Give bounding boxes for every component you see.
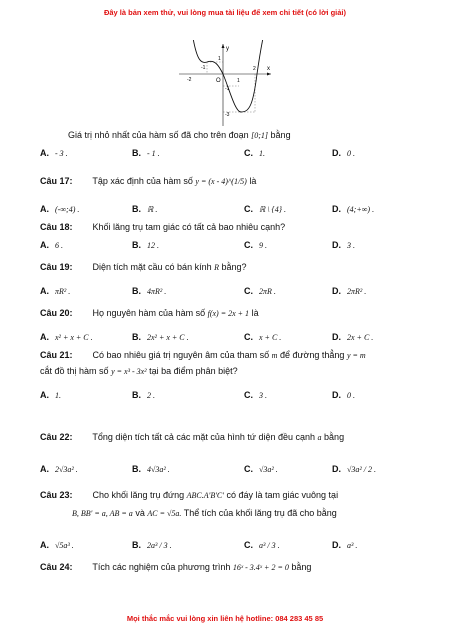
question-17-options: A. (-∞;4) . B. ℝ . C. ℝ \ {4} . D. (4;+∞) . bbox=[40, 204, 375, 214]
footer-banner: Mọi thắc mắc vui lòng xin liên hệ hotline: 084 283 45 85 bbox=[126, 614, 324, 623]
question-23-options: A. √5a³ . B. 2a³ / 3 . C. a³ / 3 . D. a³ . bbox=[40, 540, 358, 550]
header-banner: Đây là bản xem thử, vui lòng mua tài liệu để xem chi tiết (có lời giải) bbox=[103, 8, 347, 17]
question-19-options: A. πR² . B. 4πR² . C. 2πR . D. 2πR² . bbox=[40, 286, 367, 296]
tick-x-minus2: -2 bbox=[187, 77, 192, 83]
question-23: Câu 23: Cho khối lăng trụ đứng ABC.A'B'C' có đáy là tam giác vuông tại bbox=[40, 490, 339, 500]
tick-y-1: 1 bbox=[218, 56, 221, 62]
tick-x-minus1: -1 bbox=[201, 65, 206, 71]
question-20: Câu 20: Họ nguyên hàm của hàm số f(x) = 2x + 1 là bbox=[40, 308, 259, 318]
question-17: Câu 17: Tập xác định của hàm số y = (x - 4)^(1/5) là bbox=[40, 176, 257, 186]
tick-x-2: 2 bbox=[253, 66, 256, 72]
y-axis-label: y bbox=[226, 46, 229, 52]
question-20-options: A. x² + x + C . B. 2x² + x + C . C. x + C . D. 2x + C . bbox=[40, 332, 374, 342]
question-23-line2: B, BB' = a, AB = a và AC = √5a. Thể tích của khối lăng trụ đã cho bằng bbox=[72, 508, 337, 518]
question-22-options: A. 2√3a² . B. 4√3a² . C. √3a² . D. √3a² / 2 . bbox=[40, 464, 377, 474]
question-18-options: A. 6 . B. 12 . C. 9 . D. 3 . bbox=[40, 240, 355, 250]
question-21-line2: cắt đồ thị hàm số y = x³ - 3x² tại ba điểm phân biệt? bbox=[40, 366, 238, 376]
tick-y-minus1: -1 bbox=[225, 86, 230, 92]
x-axis-label: x bbox=[267, 66, 270, 72]
tick-y-minus3: -3 bbox=[225, 112, 230, 118]
y-axis-arrow bbox=[222, 44, 225, 48]
x-axis-arrow bbox=[267, 73, 271, 76]
interval: [0;1] bbox=[251, 131, 269, 140]
question-18: Câu 18: Khối lăng trụ tam giác có tất cả bao nhiêu cạnh? bbox=[40, 222, 286, 232]
prev-question-text: Giá trị nhỏ nhất của hàm số đã cho trên đoạn [0;1] bằng bbox=[68, 130, 291, 140]
question-19: Câu 19: Diện tích mặt cầu có bán kính R bằng? bbox=[40, 262, 247, 272]
question-22: Câu 22: Tổng diện tích tất cả các mặt của hình tứ diện đều cạnh a bằng bbox=[40, 432, 345, 442]
question-21-options: A. 1. B. 2 . C. 3 . D. 0 . bbox=[40, 390, 355, 400]
prev-question-options: A. - 3 . B. - 1 . C. 1. D. 0 . bbox=[40, 148, 355, 158]
question-24: Câu 24: Tích các nghiệm của phương trình 16ˣ - 3.4ˣ + 2 = 0 bằng bbox=[40, 562, 312, 572]
question-21: Câu 21: Có bao nhiêu giá trị nguyên âm của tham số m để đường thẳng y = m bbox=[40, 350, 366, 360]
tick-x-1: 1 bbox=[237, 78, 240, 84]
function-graph bbox=[175, 40, 275, 128]
origin-label: O bbox=[216, 78, 221, 84]
